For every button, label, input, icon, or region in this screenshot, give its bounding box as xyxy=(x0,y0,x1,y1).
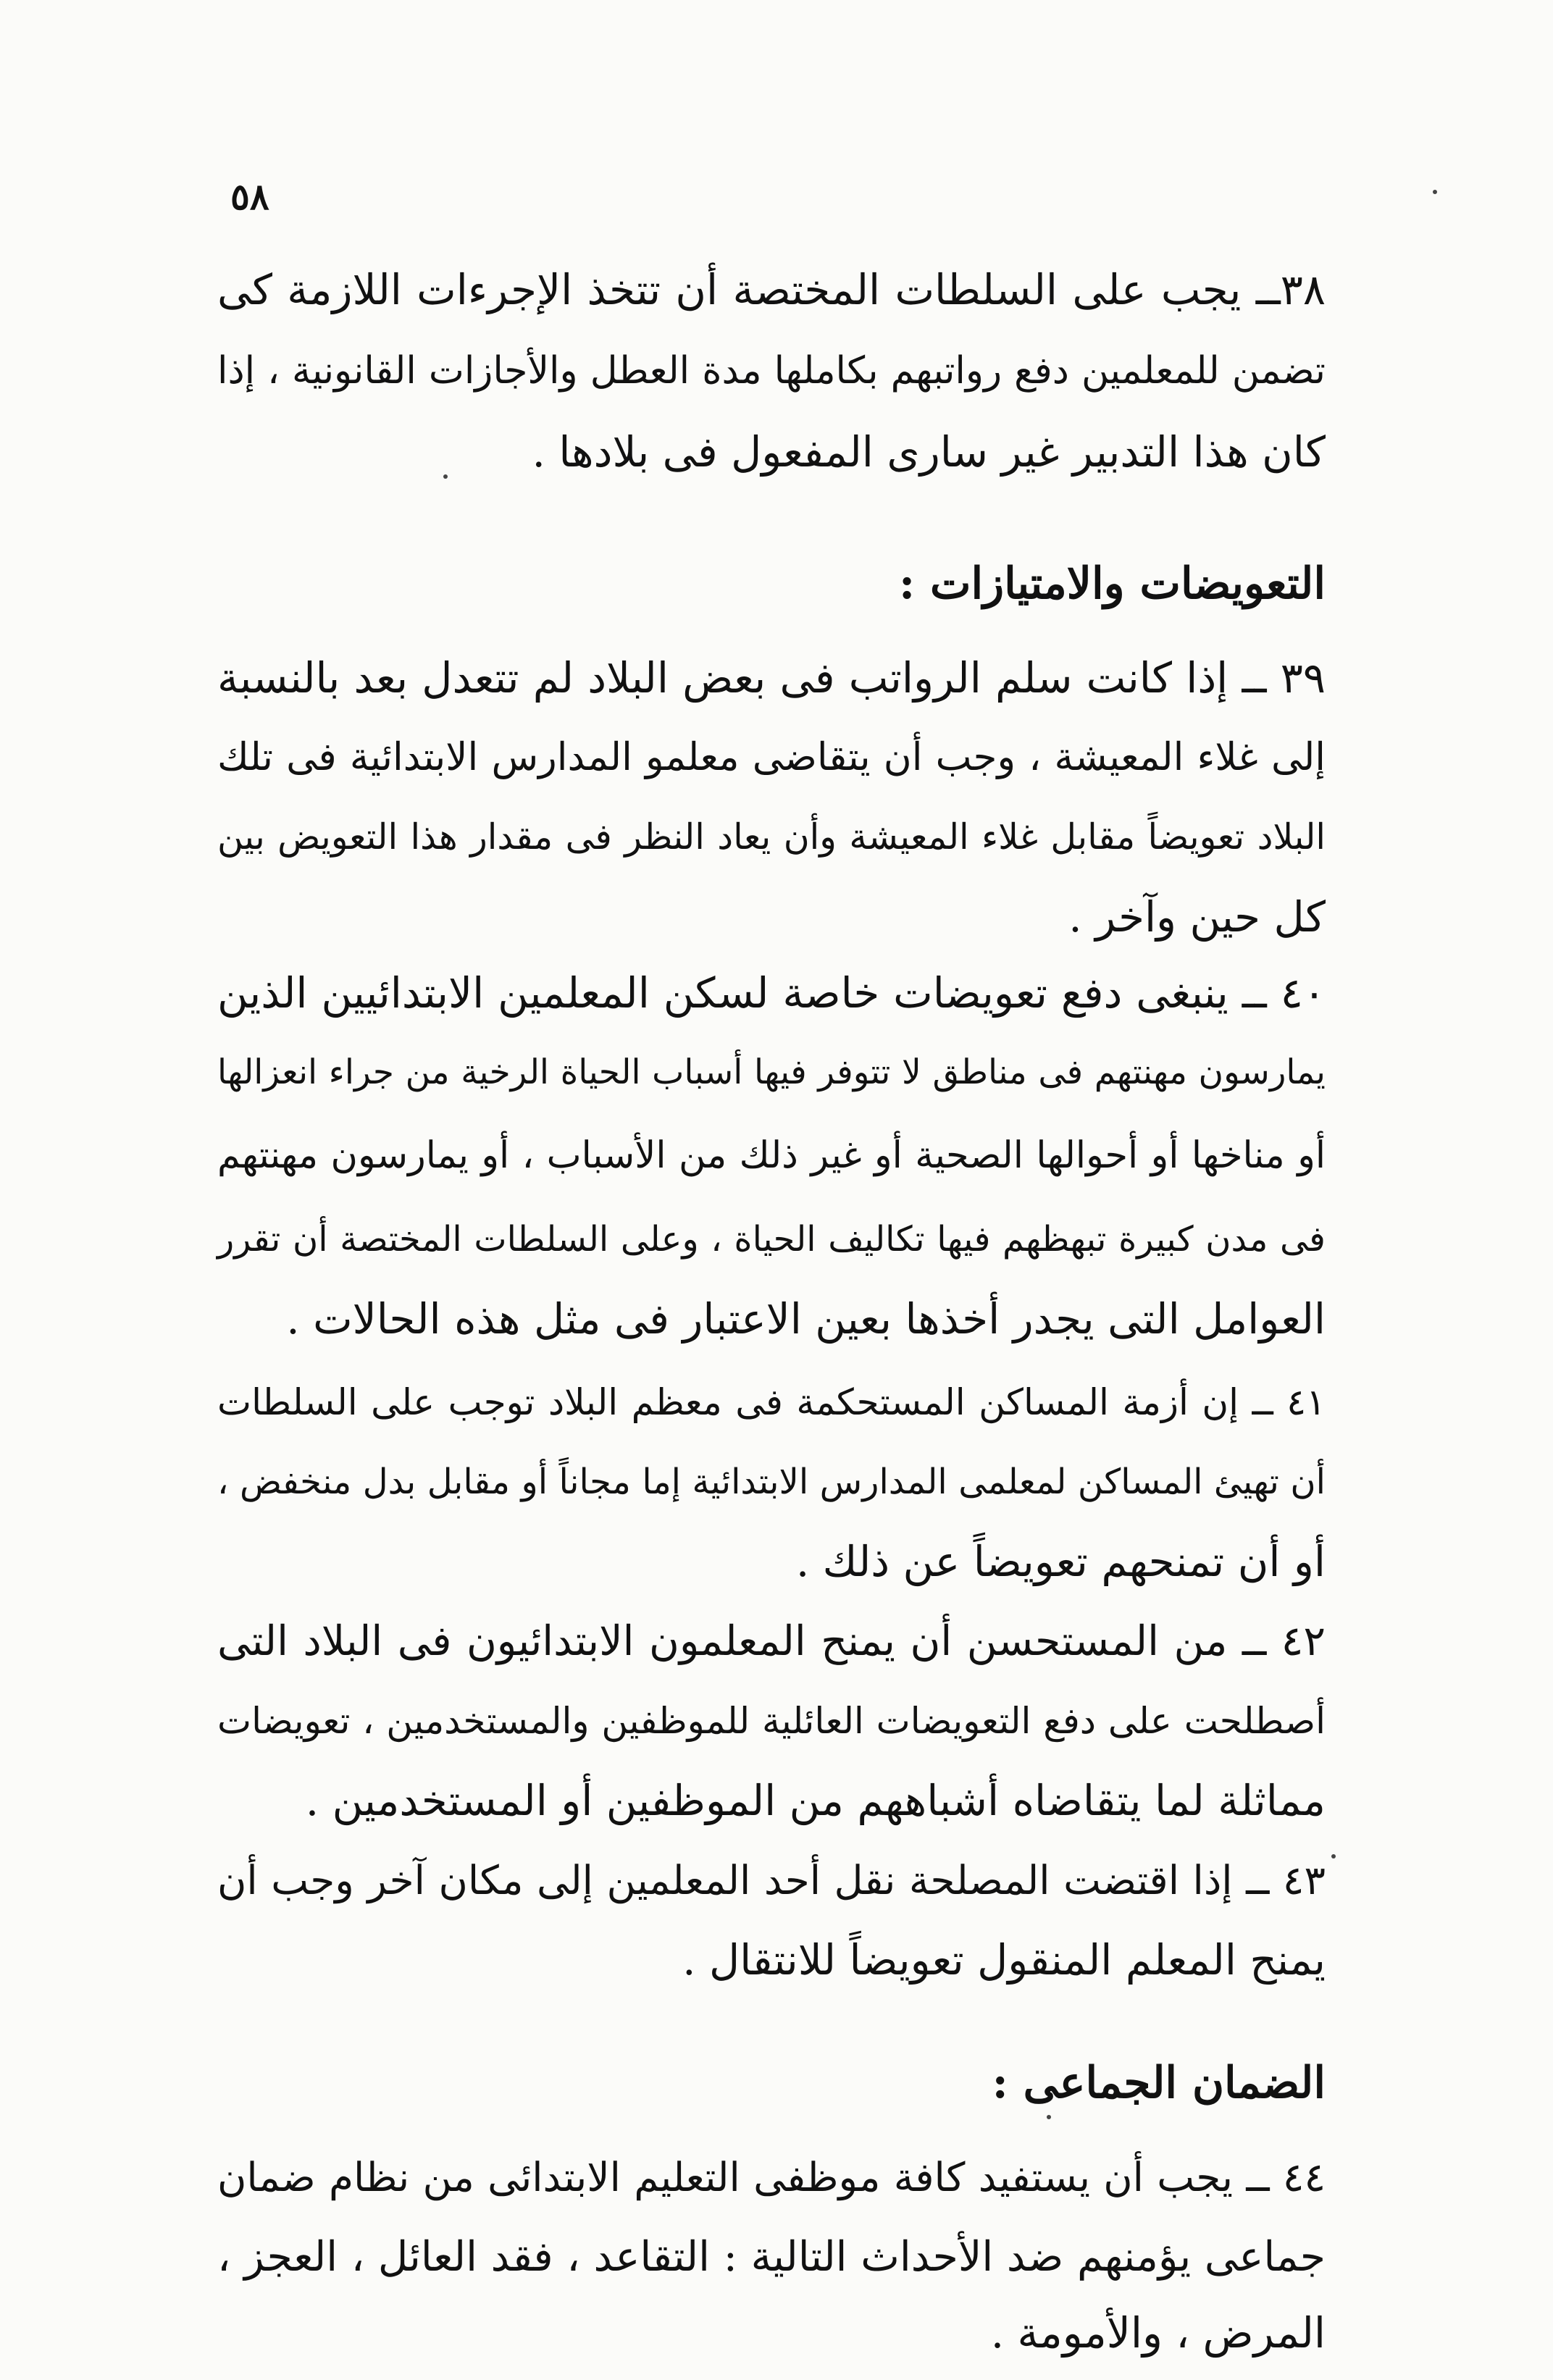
clause-38-line-1: ٣٨ــ يجب على السلطات المختصة أن تتخذ الإجرءات اللازمة كى xyxy=(217,265,1326,314)
heading-social-security: الضمان الجماعى : xyxy=(992,2058,1326,2108)
clause-39-line-4: كل حين وآخر . xyxy=(1068,892,1326,942)
clause-38-line-3: كان هذا التدبير غير سارى المفعول فى بلادها . xyxy=(532,427,1326,477)
clause-38-line-2: تضمن للمعلمين دفع رواتبهم بكاملها مدة العطل والأجازات القانونية ، إذا xyxy=(217,349,1326,393)
clause-39-line-2: إلى غلاء المعيشة ، وجب أن يتقاضى معلمو المدارس الابتدائية فى تلك xyxy=(217,735,1326,779)
page-number: ٥٨ xyxy=(230,175,269,218)
heading-allowances: التعويضات والامتيازات : xyxy=(898,558,1326,609)
clause-39-line-1: ٣٩ ــ إذا كانت سلم الرواتب فى بعض البلاد لم تتعدل بعد بالنسبة xyxy=(217,653,1326,703)
clause-40-line-2: يمارسون مهنتهم فى مناطق لا تتوفر فيها أسباب الحياة الرخية من جراء انعزالها xyxy=(217,1052,1326,1092)
clause-42-line-1: ٤٢ ــ من المستحسن أن يمنح المعلمون الابتدائيون فى البلاد التى xyxy=(217,1617,1326,1665)
clause-44-line-2: جماعى يؤمنهم ضد الأحداث التالية : التقاعد ، فقد العائل ، العجز ، xyxy=(217,2233,1326,2281)
clause-39-line-3: البلاد تعويضاً مقابل غلاء المعيشة وأن يعاد النظر فى مقدار هذا التعويض بين xyxy=(217,816,1326,858)
clause-40-line-1: ٤٠ ــ ينبغى دفع تعويضات خاصة لسكن المعلمين الابتدائيين الذين xyxy=(217,968,1326,1018)
scan-speck xyxy=(1433,190,1437,194)
scan-speck xyxy=(1047,2115,1051,2119)
clause-43-line-1: ٤٣ ــ إذا اقتضت المصلحة نقل أحد المعلمين إلى مكان آخر وجب أن xyxy=(217,1857,1326,1903)
scan-speck xyxy=(1331,1854,1336,1859)
clause-42-line-3: مماثلة لما يتقاضاه أشباههم من الموظفين أو المستخدمين . xyxy=(305,1776,1326,1825)
clause-40-line-3: أو مناخها أو أحوالها الصحية أو غير ذلك من الأسباب ، أو يمارسون مهنتهم xyxy=(217,1134,1326,1177)
clause-40-line-4: فى مدن كبيرة تبهظهم فيها تكاليف الحياة ، وعلى السلطات المختصة أن تقرر xyxy=(217,1219,1326,1260)
clause-41-line-3: أو أن تمنحهم تعويضاً عن ذلك . xyxy=(795,1537,1326,1586)
clause-44-line-3: المرض ، والأمومة . xyxy=(990,2308,1326,2358)
clause-43-line-2: يمنح المعلم المنقول تعويضاً للانتقال . xyxy=(682,1935,1326,1985)
clause-40-line-5: العوامل التى يجدر أخذها بعين الاعتبار فى مثل هذه الحالات . xyxy=(286,1294,1326,1344)
clause-41-line-2: أن تهيئ المساكن لمعلمى المدارس الابتدائية إما مجاناً أو مقابل بدل منخفض ، xyxy=(217,1462,1326,1502)
clause-42-line-2: أصطلحت على دفع التعويضات العائلية للموظفين والمستخدمين ، تعويضات xyxy=(217,1700,1326,1742)
clause-41-line-1: ٤١ ــ إن أزمة المساكن المستحكمة فى معظم البلاد توجب على السلطات xyxy=(217,1381,1326,1423)
clause-44-line-1: ٤٤ ــ يجب أن يستفيد كافة موظفى التعليم الابتدائى من نظام ضمان xyxy=(217,2154,1326,2200)
scan-speck xyxy=(443,474,448,479)
